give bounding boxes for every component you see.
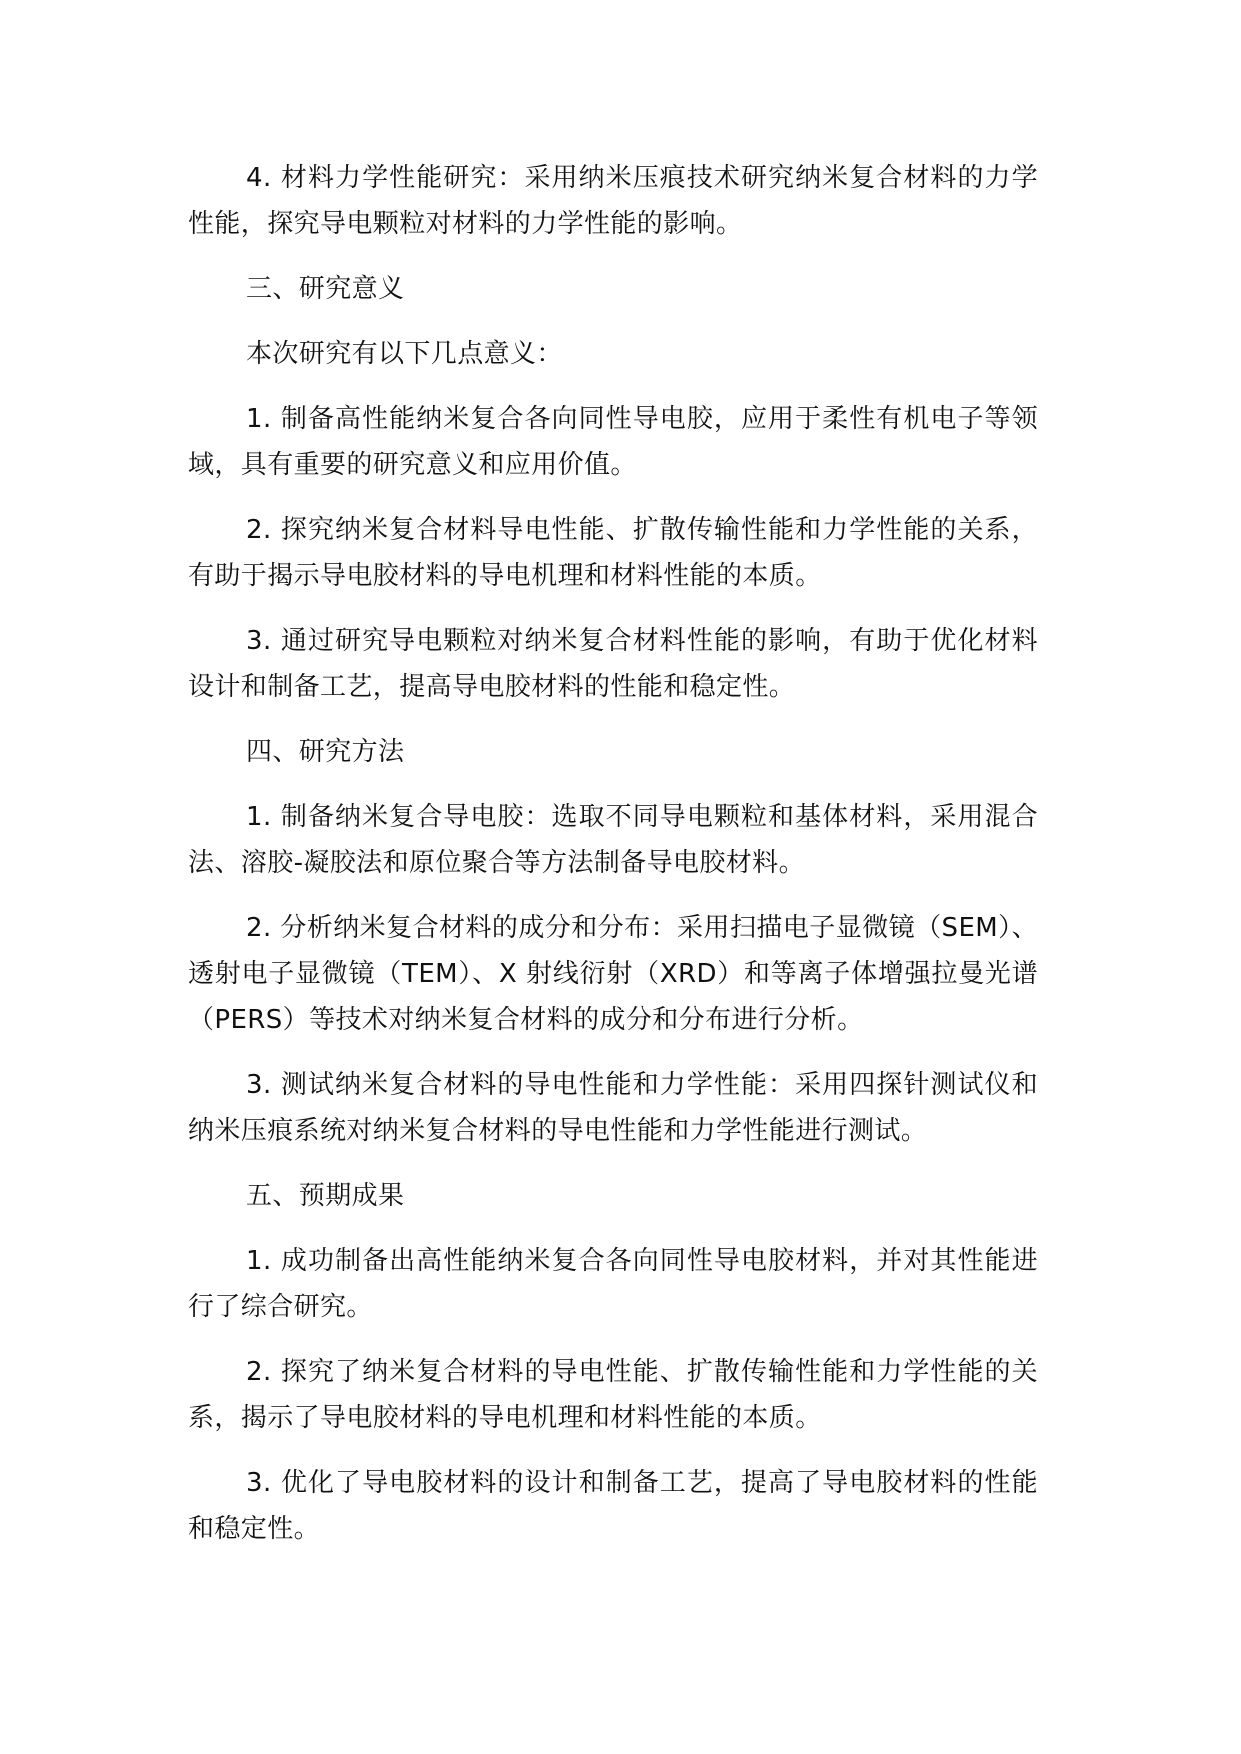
paragraph-significance-1: 1. 制备高性能纳米复合各向同性导电胶，应用于柔性有机电子等领域，具有重要的研究意义和应用价值。	[188, 404, 1038, 480]
section-heading-methods: 四、研究方法	[246, 737, 405, 767]
section-heading-significance: 三、研究意义	[246, 274, 405, 304]
paragraph-outcome-2: 2. 探究了纳米复合材料的导电性能、扩散传输性能和力学性能的关系，揭示了导电胶材料的导电机理和材料性能的本质。	[188, 1357, 1038, 1433]
paragraph-mechanical-study: 4. 材料力学性能研究：采用纳米压痕技术研究纳米复合材料的力学性能，探究导电颗粒对材料的力学性能的影响。	[188, 163, 1038, 239]
paragraph-method-3: 3. 测试纳米复合材料的导电性能和力学性能：采用四探针测试仪和纳米压痕系统对纳米复合材料的导电性能和力学性能进行测试。	[188, 1070, 1038, 1146]
paragraph-outcome-3: 3. 优化了导电胶材料的设计和制备工艺，提高了导电胶材料的性能和稳定性。	[188, 1468, 1038, 1544]
section-heading-outcomes: 五、预期成果	[246, 1181, 405, 1211]
paragraph-method-2: 2. 分析纳米复合材料的成分和分布：采用扫描电子显微镜（SEM）、透射电子显微镜（TEM）、X 射线衍射（XRD）和等离子体增强拉曼光谱（PERS）等技术对纳米复合材料的成分和分布进行分析。	[188, 913, 1038, 1035]
paragraph-significance-2: 2. 探究纳米复合材料导电性能、扩散传输性能和力学性能的关系，有助于揭示导电胶材料的导电机理和材料性能的本质。	[188, 515, 1038, 591]
paragraph-significance-intro: 本次研究有以下几点意义：	[246, 339, 563, 369]
paragraph-method-1: 1. 制备纳米复合导电胶：选取不同导电颗粒和基体材料，采用混合法、溶胶-凝胶法和原位聚合等方法制备导电胶材料。	[188, 802, 1038, 878]
paragraph-significance-3: 3. 通过研究导电颗粒对纳米复合材料性能的影响，有助于优化材料设计和制备工艺，提高导电胶材料的性能和稳定性。	[188, 626, 1038, 702]
paragraph-outcome-1: 1. 成功制备出高性能纳米复合各向同性导电胶材料，并对其性能进行了综合研究。	[188, 1246, 1038, 1322]
document-body	[188, 155, 1038, 1571]
